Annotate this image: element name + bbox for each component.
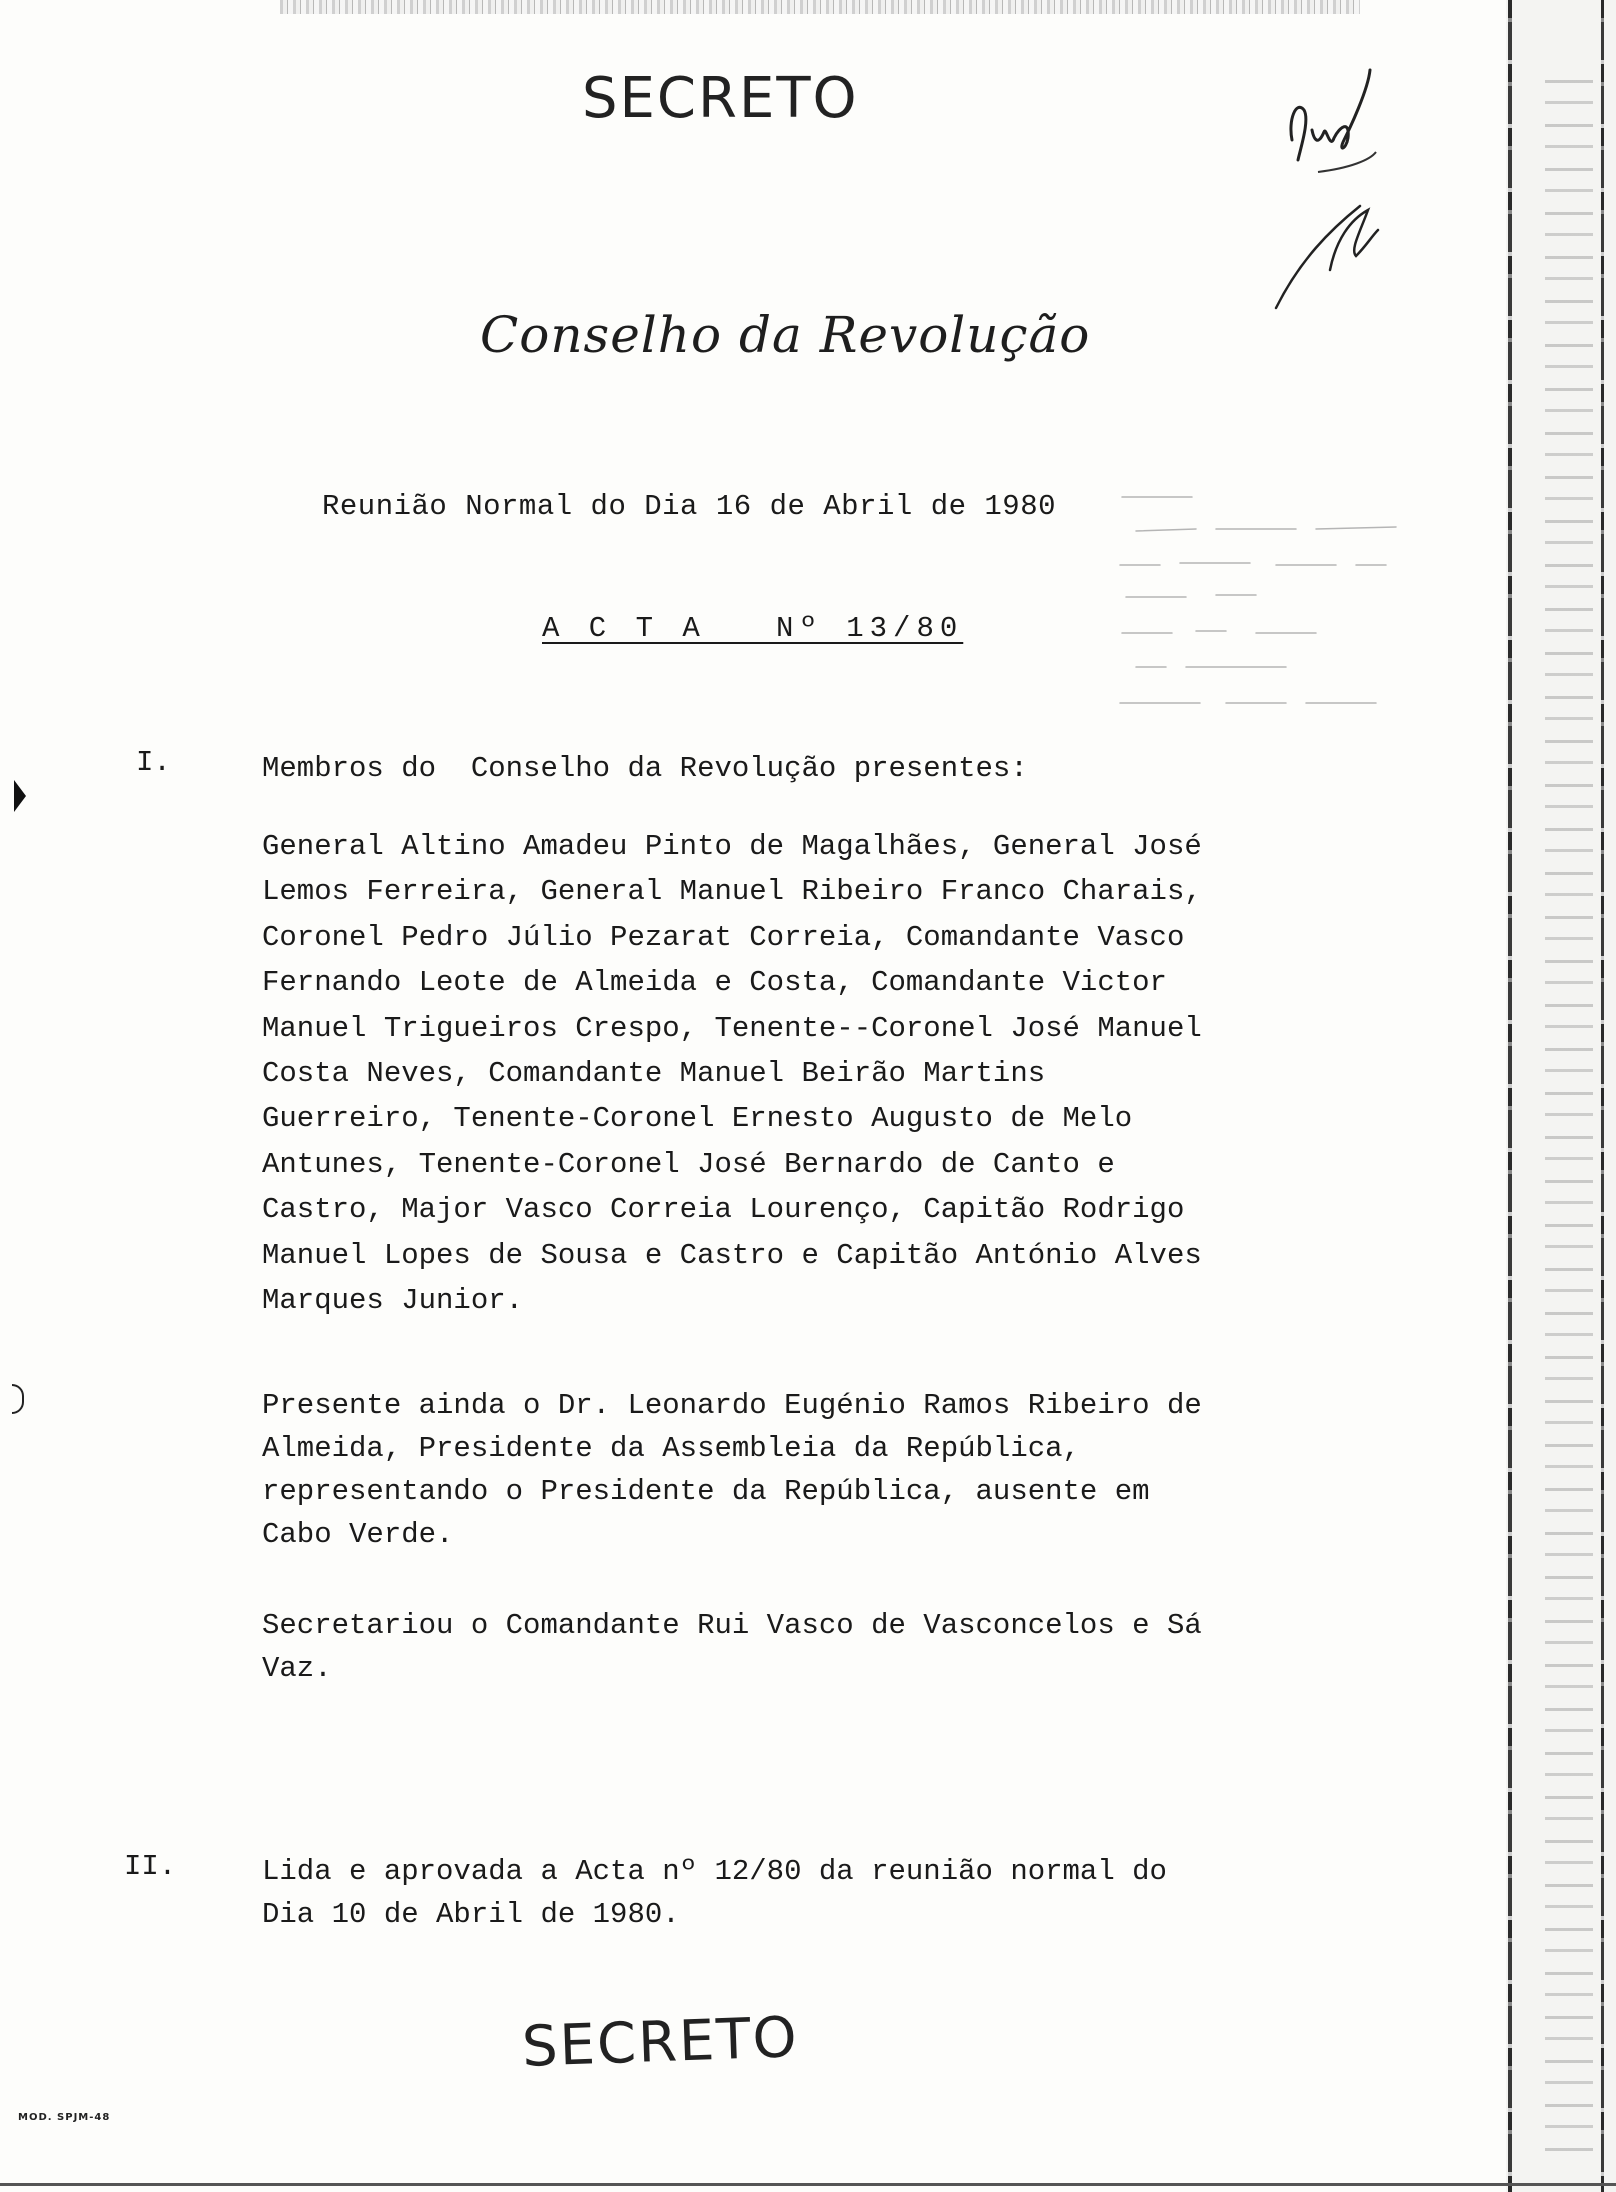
scan-noise-top — [280, 0, 1360, 14]
hole-punch-mark — [14, 780, 26, 812]
approval-paragraph: Lida e aprovada a Acta nº 12/80 da reunião normal do Dia 10 de Abril de 1980. — [262, 1855, 1167, 1931]
secretariou-paragraph: Secretariou o Comandante Rui Vasco de Vasconcelos e Sá Vaz. — [262, 1609, 1202, 1685]
binding-mark — [12, 1384, 24, 1414]
acta-number: A C T A Nº 13/80 — [542, 612, 964, 645]
letterhead: Conselho da Revolução — [480, 306, 1091, 364]
classification-stamp-top: SECRETO — [582, 66, 859, 131]
meeting-title: Reunião Normal do Dia 16 de Abril de 1980 — [322, 490, 1057, 523]
handwritten-signature — [1200, 60, 1430, 310]
section-number: II. — [124, 1850, 177, 1883]
margin-rule — [1508, 0, 1512, 2192]
section-number: I. — [136, 746, 171, 779]
margin-rule-outer — [1601, 0, 1604, 2192]
members-list-paragraph: General Altino Amadeu Pinto de Magalhães, General José Lemos Ferreira, General Manuel Ribeiro Franco Charais, Coronel Pedro Júlio Pezarat Correia, Comandante Vasco Fernando Leote de Almeida e Costa, Comandante Victor Manuel Trigueiros Crespo, Tenente--Coronel José Manuel Costa Neves, Comandante Manuel Beirão Martins Guerreiro, Tenente-Coronel Ernesto Augusto de Melo Antunes, Tenente-Coronel José Bernardo de Canto e Castro, Major Vasco Correia Lourenço, Capitão Rodrigo Manuel Lopes de Sousa e Castro e Capitão António Alves Marques Junior. — [262, 830, 1202, 1318]
form-code: MOD. SPJM-48 — [18, 2112, 111, 2123]
presente-paragraph: Presente ainda o Dr. Leonardo Eugénio Ramos Ribeiro de Almeida, Presidente da Assembleia da República, representando o Presidente da República, ausente em Cabo Verde. — [262, 1389, 1202, 1551]
page-bottom-edge — [0, 2183, 1616, 2186]
faint-handwritten-note — [1116, 485, 1416, 725]
section-heading-members: Membros do Conselho da Revolução presentes: — [262, 752, 1028, 785]
scan-speckle — [1545, 60, 1593, 2160]
classification-stamp-bottom: SECRETO — [520, 2005, 800, 2080]
